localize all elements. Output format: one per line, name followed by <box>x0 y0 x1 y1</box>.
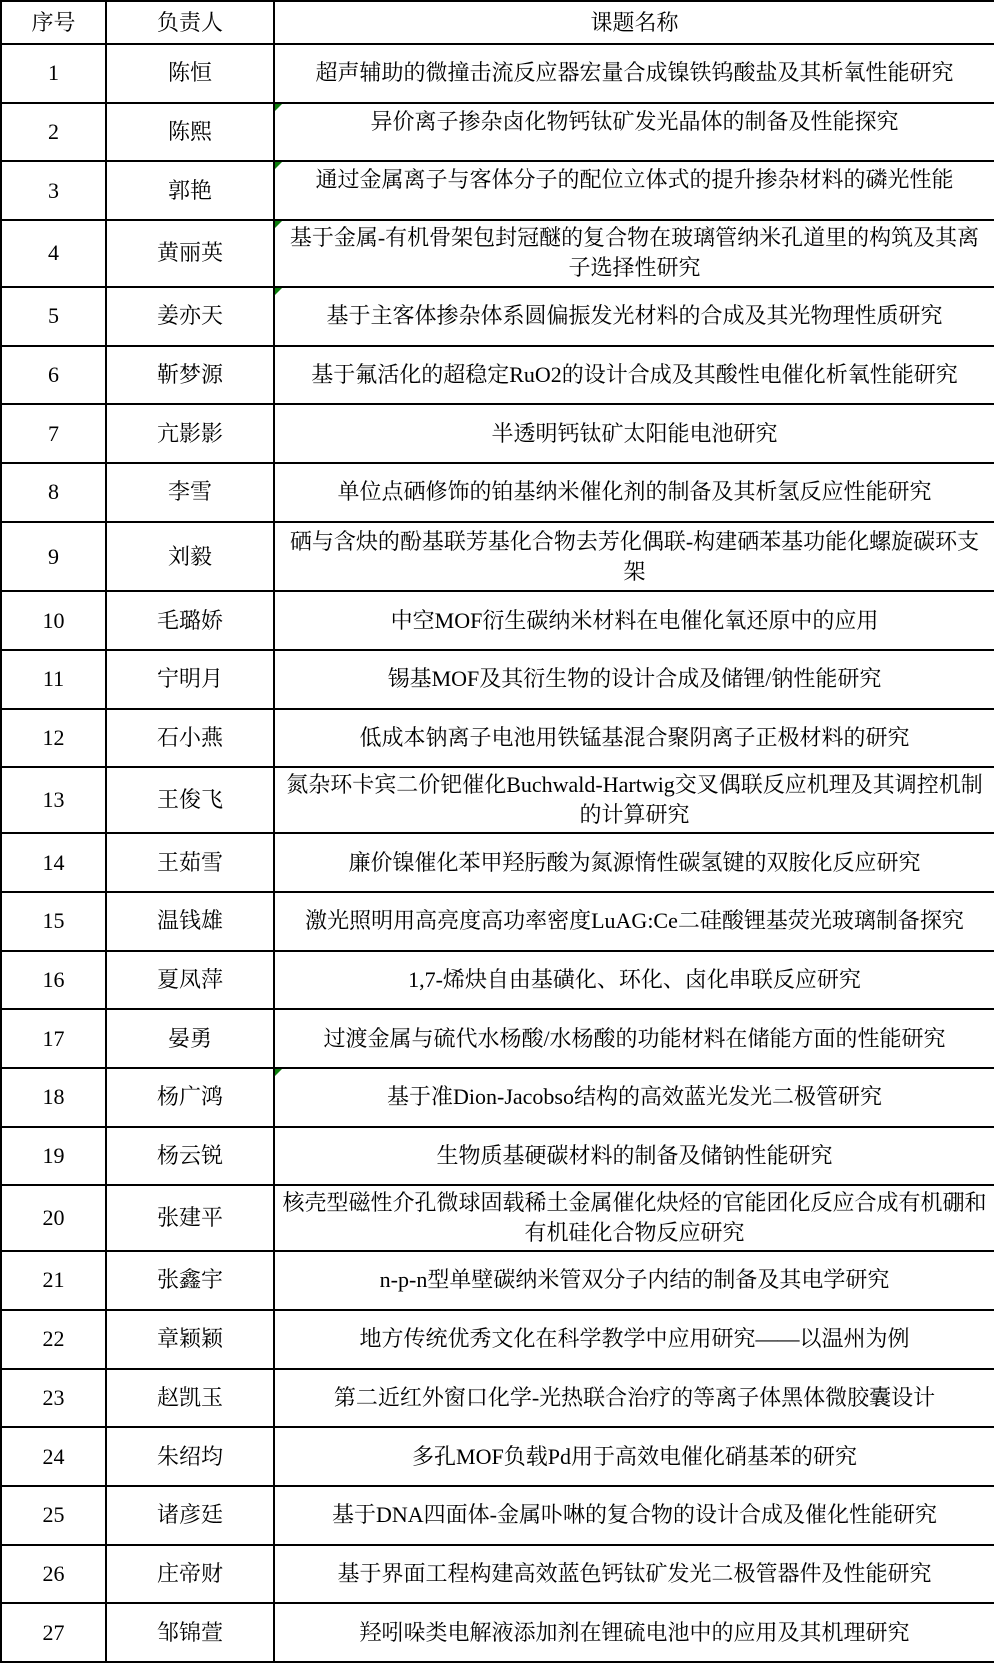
table-row <box>1 1486 994 1545</box>
table-row <box>1 103 994 162</box>
project-title-text: 多孔MOF负载Pd用于高效电催化硝基苯的研究 <box>412 1443 857 1469</box>
project-title-cell <box>274 1603 994 1662</box>
leader-name-cell: 陈恒 <box>106 44 274 103</box>
project-title-text: 廉价镍催化苯甲羟肟酸为氮源惰性碳氢键的双胺化反应研究 <box>348 849 921 875</box>
leader-name-cell: 赵凯玉 <box>106 1369 274 1428</box>
project-title-text: 羟吲哚类电解液添加剂在锂硫电池中的应用及其机理研究 <box>359 1619 910 1645</box>
index-cell: 14 <box>1 833 106 892</box>
green-corner-triangle-icon <box>275 104 282 111</box>
leader-name-cell: 王俊飞 <box>106 767 274 833</box>
table-row <box>1 287 994 346</box>
project-title-text: 锡基MOF及其衍生物的设计合成及储锂/钠性能研究 <box>387 666 882 692</box>
project-title-text: 过渡金属与硫代水杨酸/水杨酸的功能材料在储能方面的性能研究 <box>323 1025 946 1051</box>
leader-name-cell: 李雪 <box>106 463 274 522</box>
leader-name-cell: 郭艳 <box>106 161 274 220</box>
project-title-text: 激光照明用高亮度高功率密度LuAG:Ce二硅酸锂基荧光玻璃制备探究 <box>305 908 964 934</box>
project-title-cell <box>274 591 994 650</box>
index-cell: 2 <box>1 103 106 162</box>
leader-name-cell: 诸彦廷 <box>106 1486 274 1545</box>
project-title-cell <box>274 1310 994 1369</box>
index-cell: 16 <box>1 951 106 1010</box>
leader-name-cell: 杨云锐 <box>106 1127 274 1186</box>
green-corner-triangle-icon <box>275 288 282 295</box>
table-row <box>1 1603 994 1662</box>
col-header-title: 课题名称 <box>274 1 994 44</box>
leader-name-cell: 温钱雄 <box>106 892 274 951</box>
project-title-cell <box>274 1127 994 1186</box>
project-title-text: 中空MOF衍生碳纳米材料在电催化氧还原中的应用 <box>390 607 879 633</box>
project-title-cell <box>274 161 994 220</box>
leader-name-cell: 姜亦天 <box>106 287 274 346</box>
project-title-text: 基于界面工程构建高效蓝色钙钛矿发光二极管器件及性能研究 <box>337 1560 932 1586</box>
table-row <box>1 1545 994 1604</box>
table-row <box>1 591 994 650</box>
leader-name-cell: 王茹雪 <box>106 833 274 892</box>
project-title-cell <box>274 103 994 162</box>
leader-name-cell: 章颖颖 <box>106 1310 274 1369</box>
table-row <box>1 346 994 405</box>
index-cell: 12 <box>1 709 106 768</box>
index-cell: 10 <box>1 591 106 650</box>
project-title-cell <box>274 1185 994 1251</box>
project-title-cell <box>274 1009 994 1068</box>
table-row <box>1 220 994 287</box>
project-title-cell <box>274 892 994 951</box>
project-title-cell <box>274 1251 994 1310</box>
table-row <box>1 1427 994 1486</box>
project-title-cell <box>274 1369 994 1428</box>
project-title-text: 低成本钠离子电池用铁锰基混合聚阴离子正极材料的研究 <box>359 725 910 751</box>
project-title-text: 单位点硒修饰的铂基纳米催化剂的制备及其析氢反应性能研究 <box>337 479 932 505</box>
index-cell: 19 <box>1 1127 106 1186</box>
project-title-text: 基于准Dion-Jacobso结构的高效蓝光发光二极管研究 <box>387 1084 882 1110</box>
table-row <box>1 1009 994 1068</box>
table-row <box>1 1068 994 1127</box>
index-cell: 25 <box>1 1486 106 1545</box>
project-title-cell <box>274 220 994 287</box>
project-title-cell <box>274 833 994 892</box>
project-title-cell <box>274 709 994 768</box>
index-cell: 17 <box>1 1009 106 1068</box>
index-cell: 20 <box>1 1185 106 1251</box>
green-corner-triangle-icon <box>275 221 282 228</box>
project-title-text: 1,7-烯炔自由基磺化、环化、卤化串联反应研究 <box>408 966 861 992</box>
leader-name-cell: 杨广鸿 <box>106 1068 274 1127</box>
index-cell: 18 <box>1 1068 106 1127</box>
project-title-text: 地方传统优秀文化在科学教学中应用研究——以温州为例 <box>359 1326 910 1352</box>
project-title-text: 基于DNA四面体-金属卟啉的复合物的设计合成及催化性能研究 <box>332 1502 937 1528</box>
table-row <box>1 650 994 709</box>
project-title-text: 氮杂环卡宾二价钯催化Buchwald-Hartwig交叉偶联反应机理及其调控机制的计算研究 <box>286 772 983 828</box>
project-title-text: n-p-n型单壁碳纳米管双分子内结的制备及其电学研究 <box>379 1267 890 1293</box>
project-title-text: 半透明钙钛矿太阳能电池研究 <box>491 420 778 446</box>
table-row <box>1 1310 994 1369</box>
project-title-cell <box>274 1486 994 1545</box>
project-title-cell <box>274 463 994 522</box>
table-row <box>1 892 994 951</box>
table-row <box>1 1185 994 1251</box>
index-cell: 4 <box>1 220 106 287</box>
leader-name-cell: 靳梦源 <box>106 346 274 405</box>
index-cell: 13 <box>1 767 106 833</box>
project-title-text: 基于金属-有机骨架包封冠醚的复合物在玻璃管纳米孔道里的构筑及其离子选择性研究 <box>289 225 980 281</box>
table-row <box>1 1369 994 1428</box>
project-title-text: 基于氟活化的超稳定RuO2的设计合成及其酸性电催化析氧性能研究 <box>311 361 958 387</box>
index-cell: 23 <box>1 1369 106 1428</box>
header-row <box>1 1 994 44</box>
project-title-cell <box>274 346 994 405</box>
green-corner-triangle-icon <box>275 162 282 169</box>
leader-name-cell: 毛璐娇 <box>106 591 274 650</box>
index-cell: 1 <box>1 44 106 103</box>
leader-name-cell: 朱绍均 <box>106 1427 274 1486</box>
table-row <box>1 951 994 1010</box>
index-cell: 8 <box>1 463 106 522</box>
leader-name-cell: 黄丽英 <box>106 220 274 287</box>
index-cell: 22 <box>1 1310 106 1369</box>
project-title-cell <box>274 1068 994 1127</box>
leader-name-cell: 刘毅 <box>106 522 274 592</box>
project-title-cell <box>274 287 994 346</box>
table-row <box>1 709 994 768</box>
table-body <box>1 44 994 1662</box>
project-title-text: 生物质基硬碳材料的制备及储钠性能研究 <box>436 1143 833 1169</box>
project-title-text: 通过金属离子与客体分子的配位立体式的提升掺杂材料的磷光性能 <box>315 167 954 193</box>
col-header-leader: 负责人 <box>106 1 274 44</box>
leader-name-cell: 夏凤萍 <box>106 951 274 1010</box>
leader-name-cell: 张建平 <box>106 1185 274 1251</box>
project-title-text: 硒与含炔的酚基联芳基化合物去芳化偶联-构建硒苯基功能化螺旋碳环支架 <box>289 528 980 584</box>
project-title-text: 异价离子掺杂卤化物钙钛矿发光晶体的制备及性能探究 <box>370 108 899 134</box>
project-title-cell <box>274 522 994 592</box>
index-cell: 21 <box>1 1251 106 1310</box>
project-title-cell <box>274 650 994 709</box>
project-title-cell <box>274 1545 994 1604</box>
table-row <box>1 1127 994 1186</box>
index-cell: 27 <box>1 1603 106 1662</box>
index-cell: 5 <box>1 287 106 346</box>
project-title-text: 超声辅助的微撞击流反应器宏量合成镍铁钨酸盐及其析氧性能研究 <box>315 60 954 86</box>
project-title-text: 核壳型磁性介孔微球固载稀土金属催化炔烃的官能团化反应合成有机硼和有机硅化合物反应研究 <box>282 1190 987 1246</box>
leader-name-cell: 宁明月 <box>106 650 274 709</box>
table-row <box>1 1251 994 1310</box>
leader-name-cell: 陈熙 <box>106 103 274 162</box>
table-row <box>1 44 994 103</box>
table-row <box>1 463 994 522</box>
leader-name-cell: 石小燕 <box>106 709 274 768</box>
index-cell: 7 <box>1 404 106 463</box>
index-cell: 9 <box>1 522 106 592</box>
index-cell: 3 <box>1 161 106 220</box>
index-cell: 11 <box>1 650 106 709</box>
index-cell: 15 <box>1 892 106 951</box>
leader-name-cell: 张鑫宇 <box>106 1251 274 1310</box>
leader-name-cell: 邹锦萱 <box>106 1603 274 1662</box>
project-title-cell <box>274 767 994 833</box>
col-header-index: 序号 <box>1 1 106 44</box>
index-cell: 24 <box>1 1427 106 1486</box>
green-corner-triangle-icon <box>275 1069 282 1076</box>
index-cell: 26 <box>1 1545 106 1604</box>
table-row <box>1 161 994 220</box>
project-title-cell <box>274 1427 994 1486</box>
table-row <box>1 767 994 833</box>
project-title-cell <box>274 44 994 103</box>
project-title-cell <box>274 404 994 463</box>
leader-name-cell: 亢影影 <box>106 404 274 463</box>
leader-name-cell: 庄帝财 <box>106 1545 274 1604</box>
index-cell: 6 <box>1 346 106 405</box>
table-row <box>1 833 994 892</box>
table-row <box>1 522 994 592</box>
table-row <box>1 404 994 463</box>
project-title-text: 第二近红外窗口化学-光热联合治疗的等离子体黑体微胶囊设计 <box>333 1384 936 1410</box>
leader-name-cell: 晏勇 <box>106 1009 274 1068</box>
project-title-text: 基于主客体掺杂体系圆偏振发光材料的合成及其光物理性质研究 <box>326 303 943 329</box>
project-title-cell <box>274 951 994 1010</box>
